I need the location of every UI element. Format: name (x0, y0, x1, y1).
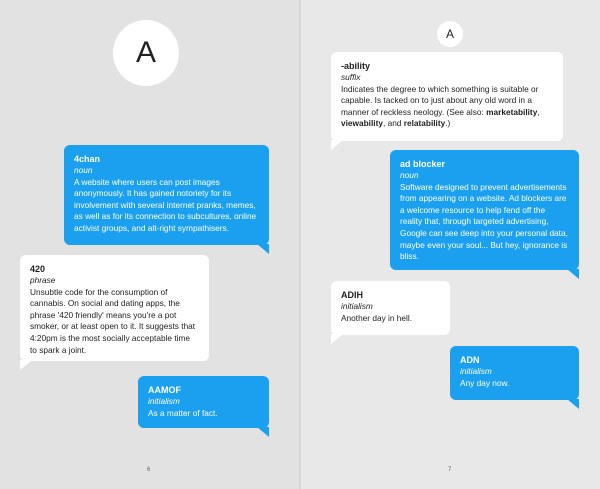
page-number-left: 6 (147, 467, 151, 473)
entry-adih (331, 281, 450, 335)
see-also-viewability: viewability (341, 118, 383, 129)
entry-term: 420 (30, 264, 46, 274)
entry-adn (450, 346, 579, 400)
definition-text: .) (445, 118, 451, 129)
entry-definition: A website where users can post images anonymously. It has gained notoriety for its involvement with several internet pranks, memes, as well as for its connection to subcultures, online activist groups, and alt-right sympathisers. (74, 176, 257, 233)
entry-part-of-speech: initialism (148, 396, 180, 406)
separator: , and (382, 118, 404, 129)
entry-part-of-speech: initialism (341, 301, 373, 311)
entry-definition: Software designed to prevent advertisements from appearing on a website. Ad blockers are a welcome resource to help fend off the reality that, through targeted advertising, Google can see deep into your personal data, maybe even your soul... But hey, ignorance is bliss. (400, 181, 568, 262)
section-letter-left: A (113, 20, 179, 86)
entry-ability (331, 52, 563, 141)
entry-definition: Unsubtle code for the consumption of cannabis. On social and dating apps, the phrase '420 friendly' means you're a pot smoker, or at least open to it. It suggests that 4:20pm is the most socially acceptable time to spark a joint. (30, 286, 196, 355)
see-also-marketability: marketability (486, 106, 538, 117)
entry-part-of-speech: noun (400, 170, 419, 180)
speech-tail (331, 140, 343, 150)
page-number-right: 7 (448, 467, 452, 473)
entry-420 (20, 255, 209, 361)
entry-aamof (138, 376, 269, 428)
entry-part-of-speech: noun (74, 165, 93, 175)
entry-definition (341, 84, 553, 130)
entry-ad-blocker (390, 150, 579, 270)
entry-4chan (64, 145, 269, 245)
separator: , (537, 106, 540, 117)
speech-tail (567, 399, 579, 409)
entry-part-of-speech: phrase (30, 275, 56, 285)
speech-tail (331, 334, 343, 344)
book-spine (299, 0, 301, 489)
section-letter-right: A (437, 21, 463, 47)
entry-term: ad blocker (400, 159, 446, 169)
entry-term: ADIH (341, 290, 363, 300)
entry-term: ADN (460, 355, 480, 365)
speech-tail (257, 427, 269, 437)
speech-tail (567, 269, 579, 279)
entry-term: -ability (341, 61, 371, 71)
entry-part-of-speech: suffix (341, 72, 361, 82)
entry-definition: Any day now. (460, 377, 510, 388)
entry-term: AAMOF (148, 385, 181, 395)
entry-term: 4chan (74, 154, 101, 164)
speech-tail (257, 244, 269, 254)
definition-text: Indicates the degree to which something is suitable or capable. Is tacked on to just about any old word in a manner of reckless neology. (See also: (341, 83, 539, 117)
entry-definition: As a matter of fact. (148, 407, 218, 418)
entry-definition: Another day in hell. (341, 312, 413, 323)
speech-tail (20, 360, 32, 370)
entry-part-of-speech: initialism (460, 366, 492, 376)
see-also-relatability: relatability (403, 118, 446, 129)
